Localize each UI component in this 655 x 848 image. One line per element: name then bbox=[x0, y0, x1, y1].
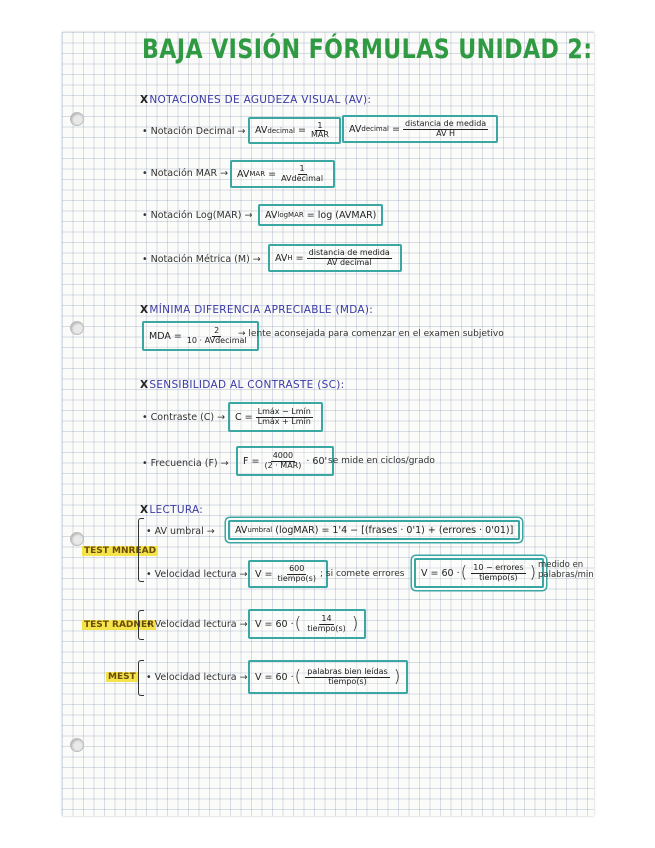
units-note: medido en palabras/min bbox=[538, 560, 594, 580]
formula-decimal-2: AV decimal = $\frac{\text{distancia de medida}}{\text{AV H}}$ bbox=[342, 115, 498, 143]
formula-frequency: F = $\frac{4000}{\text{(2 · MAR)}}$ · 60' bbox=[236, 446, 334, 476]
page-title: BAJA VISIÓN FÓRMULAS UNIDAD 2: bbox=[142, 34, 593, 65]
binder-hole bbox=[70, 532, 84, 546]
formula-vel-errors: V = 60 · ( $\frac{\text{10 − errores}}{\text{tiempo(s)}}$ ) bbox=[414, 558, 544, 588]
mar-label: • Notación MAR → bbox=[142, 168, 229, 179]
errors-note: ; si comete errores bbox=[320, 569, 405, 579]
frequency-label: • Frecuencia (F) → bbox=[142, 458, 229, 469]
notebook-page bbox=[62, 32, 594, 816]
contrast-label: • Contraste (C) → bbox=[142, 412, 226, 423]
metric-label: • Notación Métrica (M) → bbox=[142, 254, 261, 265]
bracket-radner bbox=[138, 610, 144, 640]
av-umbral-label: • AV umbral → bbox=[146, 526, 215, 537]
formula-mar: AV MAR = $\frac{1}{\text{AVdecimal}}$ bbox=[230, 160, 335, 188]
mest-tag: MEST bbox=[108, 672, 136, 682]
formula-metric: AV H = $\frac{\text{distancia de medida}}{\text{AV decimal}}$ bbox=[268, 244, 402, 272]
vel-mnread-label: • Velocidad lectura → bbox=[146, 569, 248, 580]
test-radner-tag: TEST RADNER bbox=[84, 620, 155, 630]
bracket-mnread bbox=[138, 518, 144, 582]
formula-vel-mest: V = 60 · ( $\frac{\text{palabras bien leídas}}{\text{tiempo(s)}}$ ) bbox=[248, 660, 408, 694]
logmar-label: • Notación Log(MAR) → bbox=[142, 210, 253, 221]
frequency-note: se mide en ciclos/grado bbox=[328, 456, 435, 466]
decimal-label: • Notación Decimal → bbox=[142, 126, 246, 137]
formula-vel-mnread: V = $\frac{600}{\text{tiempo(s)}}$ bbox=[248, 560, 328, 588]
formula-logmar: AV logMAR = log (AVMAR) bbox=[258, 204, 383, 226]
section-heading-mda: XMÍNIMA DIFERENCIA APRECIABLE (MDA): bbox=[140, 304, 374, 316]
vel-mest-label: • Velocidad lectura → bbox=[146, 672, 248, 683]
formula-vel-radner: V = 60 · ( $\frac{14}{\text{tiempo(s)}}$ ) bbox=[248, 609, 366, 639]
formula-decimal-1: AV decimal = $\frac{1}{\text{MAR}}$ bbox=[248, 117, 341, 144]
section-heading-av: XNOTACIONES DE AGUDEZA VISUAL (AV): bbox=[140, 94, 372, 106]
bracket-mest bbox=[138, 660, 144, 696]
binder-hole bbox=[70, 321, 84, 335]
test-mnread-tag: TEST MNREAD bbox=[84, 546, 157, 556]
section-heading-sc: XSENSIBILIDAD AL CONTRASTE (SC): bbox=[140, 379, 345, 391]
formula-contrast: C = $\frac{\text{Lmáx − Lmín}}{\text{Lmáx + Lmín}}$ bbox=[228, 402, 323, 432]
section-heading-lectura: XLECTURA: bbox=[140, 504, 204, 516]
vel-radner-label: • Velocidad lectura → bbox=[146, 619, 248, 630]
binder-hole bbox=[70, 112, 84, 126]
binder-hole bbox=[70, 738, 84, 752]
mda-note: → lente aconsejada para comenzar en el examen subjetivo bbox=[238, 329, 504, 339]
formula-mda: MDA = $\frac{2}{\text{10 · AVdecimal}}$ bbox=[142, 321, 259, 351]
formula-av-umbral: AV umbral (logMAR) = 1'4 − [(frases · 0'1) + (errores · 0'01)] bbox=[228, 520, 520, 540]
